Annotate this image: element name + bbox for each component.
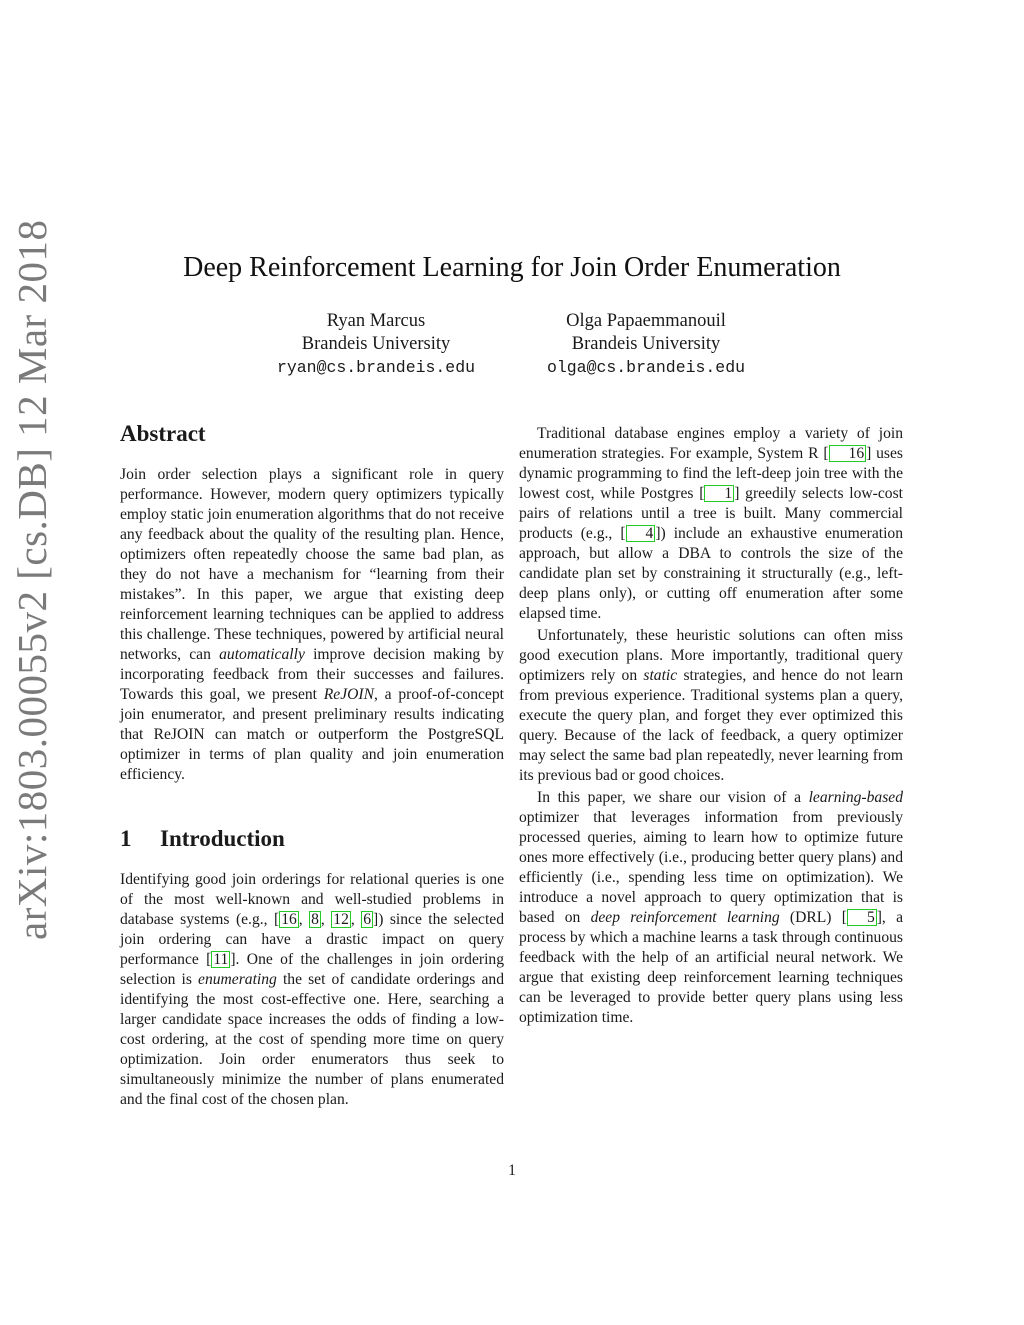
intro-paragraph-3: Unfortunately, these heuristic solutions can often miss good execution plans. More importantly, traditional query optimizers rely on static strategies, and hence do not learn from previous experience. Traditional systems plan a query, execute the query plan, and forget they ever optimized this query. Because of the lack of feedback, a query optimizer may select the same bad plan repeatedly, never learning from its previous bad or good choices. bbox=[519, 627, 904, 784]
author-name: Ryan Marcus bbox=[326, 311, 426, 331]
author-block bbox=[226, 310, 526, 379]
abstract-heading: Abstract bbox=[120, 421, 206, 446]
introduction-heading bbox=[120, 825, 504, 853]
citation-link[interactable]: 8 bbox=[311, 911, 319, 928]
section-number: 1 bbox=[120, 826, 132, 851]
author-email: olga@cs.brandeis.edu bbox=[546, 358, 746, 377]
citation-link[interactable]: 5 bbox=[847, 909, 877, 926]
citation-link[interactable]: 16 bbox=[829, 445, 867, 462]
author-affiliation: Brandeis University bbox=[571, 334, 721, 354]
author-affiliation: Brandeis University bbox=[301, 334, 451, 354]
citation-link[interactable]: 6 bbox=[363, 911, 371, 928]
citation-link[interactable]: 1 bbox=[704, 485, 734, 502]
paper-title: Deep Reinforcement Learning for Join Order Enumeration bbox=[183, 252, 841, 283]
citation-link[interactable]: 16 bbox=[281, 911, 297, 928]
right-column bbox=[519, 424, 903, 1028]
section-title: Introduction bbox=[160, 826, 285, 851]
arxiv-identifier-stamp: arXiv:1803.00055v2 [cs.DB] 12 Mar 2018 bbox=[9, 219, 55, 940]
citation-link[interactable]: 11 bbox=[213, 951, 229, 968]
abstract-paragraph: Join order selection plays a significant role in query performance. However, modern query optimizers typically employ static join enumeration algorithms that do not receive any feedback about the quality of the resulting plan. Hence, optimizers often repeatedly choose the same bad plan, as they do not have a mechanism for “learning from their mistakes”. In this paper, we argue that existing deep reinforcement learning techniques can be applied to address this challenge. These techniques, powered by artificial neural networks, can automatically improve decision making by incorporating feedback from their successes and failures. Towards this goal, we present ReJOIN, a proof-of-concept join enumerator, and present preliminary results indicating that ReJOIN can match or outperform the PostgreSQL optimizer in terms of plan quality and join enumeration efficiency. bbox=[120, 466, 504, 783]
page-number: 1 bbox=[508, 1162, 516, 1179]
author-email: ryan@cs.brandeis.edu bbox=[276, 358, 476, 377]
citation-link[interactable]: 12 bbox=[333, 911, 349, 928]
author-name: Olga Papaemmanouil bbox=[566, 311, 726, 331]
intro-paragraph-4: In this paper, we share our vision of a learning-based optimizer that leverages information from previously processed queries, aiming to learn how to optimize future ones more effectively (i.e., producing better query plans) and efficiently (i.e., spending less time on optimization). We introduce a novel approach to query optimization that is based on deep reinforcement learning (DRL) [ 5 ], a process by which a machine learns a task through continuous feedback with the help of an artificial neural network. We argue that existing deep reinforcement learning techniques can be leveraged to provide better query plans using less optimization time. bbox=[519, 789, 903, 1026]
author-block bbox=[496, 310, 796, 379]
citation-link[interactable]: 4 bbox=[626, 525, 656, 542]
left-column bbox=[120, 420, 504, 1110]
intro-paragraph-2: Traditional database engines employ a variety of join enumeration strategies. For example, System R [ 16 ] uses dynamic programming to find the left-deep join tree with the lowest cost, while Postgres [ 1 ] greedily selects low-cost pairs of relations until a tree is built. Many commercial products (e.g., [ 4 ]) include an exhaustive enumeration approach, but allow a DBA to controls the size of the candidate plan set by constraining it structurally (e.g., left-deep plans only), or cutting off enumeration after some elapsed time. bbox=[519, 425, 903, 622]
intro-paragraph-1: Identifying good join orderings for relational queries is one of the most well-known and well-studied problems in database systems (e.g., [ 16 , 8 , 12 , 6 ]) since the selected join ordering can have a drastic impact on query performance [ 11 ]. One of the challenges in join ordering selection is enumerating the set of candidate orderings and identifying the most cost-effective one. Here, searching a larger candidate space increases the odds of finding a low-cost ordering, at the cost of spending more time on query optimization. Join order enumerators thus seek to simultaneously minimize the number of plans enumerated and the final cost of the chosen plan. bbox=[120, 871, 505, 1108]
